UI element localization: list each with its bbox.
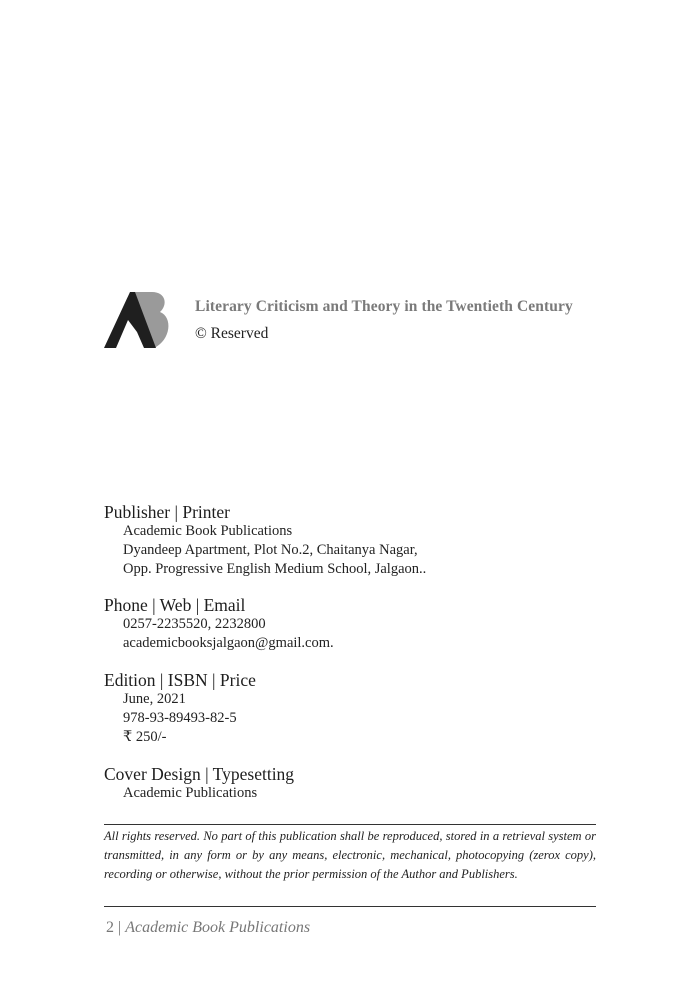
isbn: 978-93-89493-82-5 <box>123 710 237 726</box>
contact-section <box>104 595 334 653</box>
publisher-heading: Publisher | Printer <box>104 502 230 522</box>
copyright-notice: © Reserved <box>195 325 269 342</box>
design-heading: Cover Design | Typesetting <box>104 764 295 784</box>
publisher-name: Academic Book Publications <box>123 523 293 539</box>
design-section <box>104 764 294 803</box>
rights-bottom-divider <box>104 906 596 907</box>
rights-top-divider <box>104 824 596 825</box>
footer-separator: | <box>114 919 126 936</box>
contact-heading: Phone | Web | Email <box>104 595 246 615</box>
phone-numbers: 0257-2235520, 2232800 <box>123 616 266 632</box>
edition-section <box>104 670 256 747</box>
price: ₹ 250/- <box>123 729 167 745</box>
book-title: Literary Criticism and Theory in the Twentieth Century <box>195 298 573 315</box>
edition-heading: Edition | ISBN | Price <box>104 670 256 690</box>
designer-name: Academic Publications <box>123 785 258 801</box>
email-address: academicbooksjalgaon@gmail.com. <box>123 635 334 651</box>
footer-publication: Academic Book Publications <box>125 919 311 936</box>
publisher-address-line-2: Opp. Progressive English Medium School, Jalgaon.. <box>123 561 427 577</box>
ab-logo-icon <box>104 292 174 350</box>
rights-notice: All rights reserved. No part of this publication shall be reproduced, stored in a retrieval system or transmitted, in any form or by any means, electronic, mechanical, photocopying (zerox copy), recording or otherwise, without the prior permission of the Author and Publishers. <box>104 829 596 881</box>
edition-date: June, 2021 <box>123 691 186 707</box>
publisher-address-line-1: Dyandeep Apartment, Plot No.2, Chaitanya Nagar, <box>123 542 418 558</box>
publisher-section <box>104 502 426 579</box>
page-footer <box>106 919 310 937</box>
page-number: 2 <box>106 919 114 936</box>
